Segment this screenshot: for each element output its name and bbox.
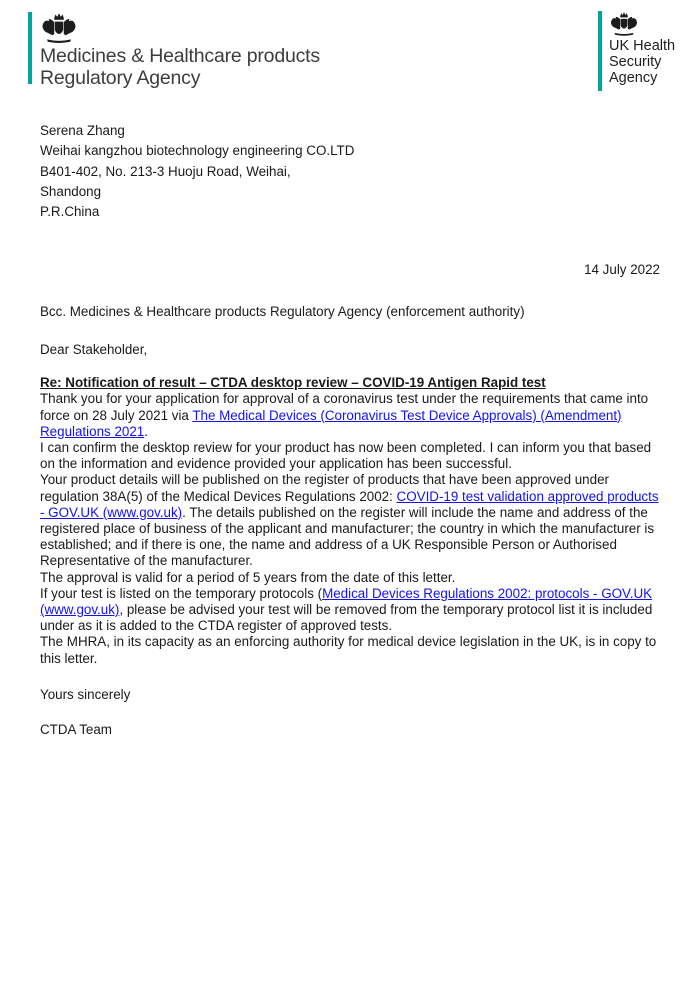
ukhsa-logo-accent-bar [598, 11, 602, 91]
paragraph-approval-validity: The approval is valid for a period of 5 years from the date of this letter. [40, 569, 456, 585]
recipient-company: Weihai kangzhou biotechnology engineering CO.LTD [40, 143, 355, 159]
ukhsa-logo-text-line2: Security [609, 53, 662, 70]
paragraph-text: Thank you for your application for approval of a coronavirus test under the requirements that came into force on 28 July 2021 via [40, 391, 649, 423]
subject-line: Re: Notification of result – CTDA desktop review – COVID-19 Antigen Rapid test [40, 375, 546, 391]
mhra-logo-text-line2: Regulatory Agency [40, 66, 201, 89]
recipient-address [40, 121, 662, 222]
paragraph-text: . [144, 423, 148, 439]
ukhsa-logo-text-line1: UK Health [609, 38, 676, 54]
closing: Yours sincerely [40, 686, 131, 702]
mhra-logo-accent-bar [28, 12, 32, 84]
temporary-protocols-link[interactable]: Medical Devices Regulations 2002: protocols - GOV.UK (www.gov.uk) [40, 585, 653, 617]
salutation: Dear Stakeholder, [40, 341, 148, 357]
paragraph-application [40, 391, 662, 440]
letter-date: 14 July 2022 [584, 262, 660, 278]
paragraph-text: , please be advised your test will be removed from the temporary protocol list it is included under as it is added to the CTDA register of approved tests. [40, 601, 653, 634]
paragraph-register-details [40, 472, 662, 569]
recipient-street: B401-402, No. 213-3 Huoju Road, Weihai, [40, 163, 291, 179]
recipient-country: P.R.China [40, 204, 100, 220]
paragraph-review-result: I can confirm the desktop review for your product has now been completed. I can inform you that based on the information and evidence provided your application has been successful. [40, 439, 652, 472]
signature: CTDA Team [40, 721, 112, 737]
royal-crest-icon [40, 12, 78, 43]
paragraph-text: Your product details will be published on the register of products that have been approved under regulation 38A(5) of the Medical Devices Regulations 2002: [40, 472, 609, 504]
recipient-region: Shandong [40, 183, 102, 199]
ukhsa-logo [598, 11, 675, 91]
paragraph-text: If your test is listed on the temporary protocols ( [40, 585, 323, 601]
ukhsa-logo-text-line3: Agency [609, 69, 658, 86]
paragraph-text: . The details published on the register will include the name and address of the registered place of business of the applicant and manufacturer; the country in which the manufacturer is established; and if there is one, the name and address of a UK Responsible Person or Authorised Representative of the manufacturer. [40, 504, 655, 569]
royal-crest-icon [609, 11, 639, 36]
recipient-name: Serena Zhang [40, 123, 125, 138]
mhra-logo-text-line1: Medicines & Healthcare products [40, 45, 320, 67]
paragraph-temporary-protocols [40, 586, 662, 635]
bcc-line: Bcc. Medicines & Healthcare products Regulatory Agency (enforcement authority) [40, 303, 525, 319]
approved-products-register-link[interactable]: COVID-19 test validation approved products - GOV.UK (www.gov.uk) [40, 488, 659, 520]
mhra-logo [28, 12, 320, 89]
letter-content [40, 121, 662, 738]
paragraph-mhra-copy: The MHRA, in its capacity as an enforcing authority for medical device legislation in the UK, is in copy to this letter. [40, 634, 657, 666]
medical-devices-regulations-link[interactable]: The Medical Devices (Coronavirus Test Device Approvals) (Amendment) Regulations 2021 [40, 407, 622, 439]
